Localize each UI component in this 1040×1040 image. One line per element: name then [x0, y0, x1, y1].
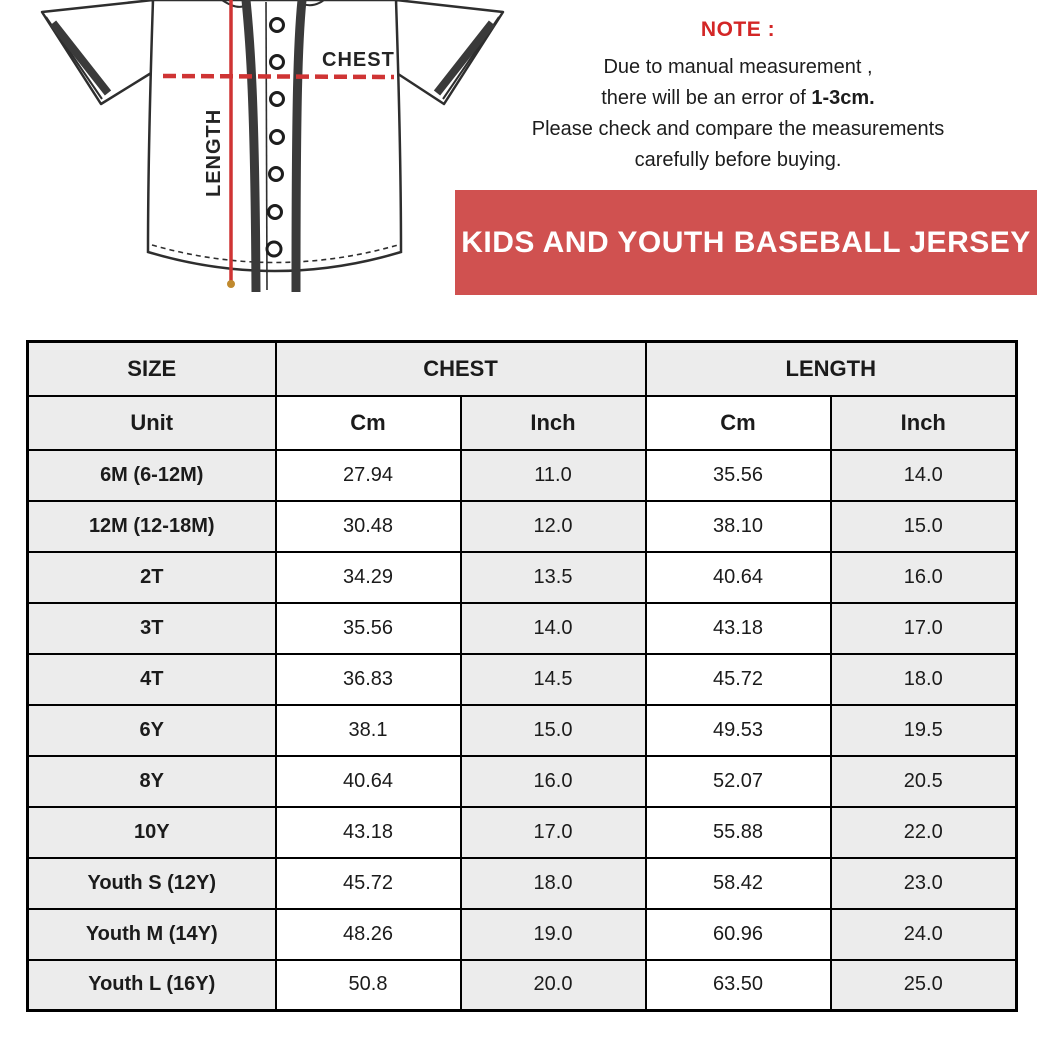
length-cm-cell: 43.18 [646, 603, 831, 654]
title-banner [455, 190, 1037, 295]
chest-cm-cell: 35.56 [276, 603, 461, 654]
length-inch-cell: 20.5 [831, 756, 1017, 807]
length-cm-cell: 40.64 [646, 552, 831, 603]
chest-cm-cell: 43.18 [276, 807, 461, 858]
chest-inch-cell: 14.5 [461, 654, 646, 705]
note-line-4: carefully before buying. [634, 149, 842, 171]
size-cell: Youth L (16Y) [28, 960, 276, 1011]
chest-cm-header: Cm [276, 396, 461, 450]
table-row [28, 552, 1017, 603]
chest-inch-header: Inch [461, 396, 646, 450]
length-cm-cell: 49.53 [646, 705, 831, 756]
length-inch-cell: 24.0 [831, 909, 1017, 960]
left-sleeve [42, 0, 156, 104]
size-cell: 6Y [28, 705, 276, 756]
chest-inch-cell: 20.0 [461, 960, 646, 1011]
length-cm-cell: 45.72 [646, 654, 831, 705]
chest-cm-cell: 36.83 [276, 654, 461, 705]
length-inch-cell: 15.0 [831, 501, 1017, 552]
chest-label: CHEST [322, 49, 395, 71]
length-cm-cell: 38.10 [646, 501, 831, 552]
note-line-2-text: there will be an error of [601, 87, 812, 109]
chest-inch-cell: 13.5 [461, 552, 646, 603]
size-cell: 4T [28, 654, 276, 705]
length-label: LENGTH [203, 108, 225, 197]
chest-cm-cell: 45.72 [276, 858, 461, 909]
note-title: NOTE : [700, 18, 776, 41]
size-cell: 8Y [28, 756, 276, 807]
button-icon [269, 206, 282, 219]
length-cm-cell: 35.56 [646, 450, 831, 501]
chest-cm-cell: 50.8 [276, 960, 461, 1011]
table-row [28, 450, 1017, 501]
note-error-range: 1-3cm. [811, 87, 875, 109]
chest-cm-cell: 30.48 [276, 501, 461, 552]
length-inch-cell: 19.5 [831, 705, 1017, 756]
chest-inch-cell: 11.0 [461, 450, 646, 501]
length-inch-cell: 23.0 [831, 858, 1017, 909]
group-header-row [28, 342, 1017, 396]
chest-cm-cell: 40.64 [276, 756, 461, 807]
chest-inch-cell: 18.0 [461, 858, 646, 909]
length-inch-cell: 18.0 [831, 654, 1017, 705]
size-cell: Youth M (14Y) [28, 909, 276, 960]
table-row [28, 858, 1017, 909]
button-icon [271, 93, 284, 106]
length-cm-cell: 55.88 [646, 807, 831, 858]
note-line-3: Please check and compare the measurements [531, 118, 945, 140]
length-inch-cell: 22.0 [831, 807, 1017, 858]
chest-inch-cell: 16.0 [461, 756, 646, 807]
length-cm-header: Cm [646, 396, 831, 450]
length-inch-cell: 17.0 [831, 603, 1017, 654]
size-cell: 2T [28, 552, 276, 603]
length-cm-cell: 52.07 [646, 756, 831, 807]
table-row [28, 909, 1017, 960]
chest-group-header: CHEST [276, 342, 646, 396]
chest-inch-cell: 15.0 [461, 705, 646, 756]
size-cell: 12M (12-18M) [28, 501, 276, 552]
table-row [28, 807, 1017, 858]
table-row [28, 603, 1017, 654]
size-cell: 10Y [28, 807, 276, 858]
length-cm-cell: 58.42 [646, 858, 831, 909]
length-inch-header: Inch [831, 396, 1017, 450]
size-group-header: SIZE [28, 342, 276, 396]
length-inch-cell: 14.0 [831, 450, 1017, 501]
length-inch-cell: 16.0 [831, 552, 1017, 603]
note-line-1: Due to manual measurement , [603, 56, 873, 78]
table-row [28, 501, 1017, 552]
note-block [440, 18, 1036, 176]
unit-header-row [28, 396, 1017, 450]
title-banner-text: KIDS AND YOUTH BASEBALL JERSEY [461, 225, 1031, 259]
chest-cm-cell: 27.94 [276, 450, 461, 501]
length-cm-cell: 63.50 [646, 960, 831, 1011]
button-icon [270, 168, 283, 181]
chest-inch-cell: 17.0 [461, 807, 646, 858]
button-icon [271, 19, 284, 32]
size-cell: Youth S (12Y) [28, 858, 276, 909]
length-line-end-marker [227, 280, 235, 288]
chest-inch-cell: 19.0 [461, 909, 646, 960]
chest-inch-cell: 12.0 [461, 501, 646, 552]
length-cm-cell: 60.96 [646, 909, 831, 960]
size-cell: 3T [28, 603, 276, 654]
size-table [26, 340, 1018, 1012]
chest-cm-cell: 34.29 [276, 552, 461, 603]
button-icon [271, 131, 284, 144]
table-row [28, 705, 1017, 756]
note-line-2 [440, 83, 1036, 114]
chest-cm-cell: 48.26 [276, 909, 461, 960]
length-group-header: LENGTH [646, 342, 1017, 396]
table-row [28, 654, 1017, 705]
size-cell: 6M (6-12M) [28, 450, 276, 501]
chest-cm-cell: 38.1 [276, 705, 461, 756]
chest-inch-cell: 14.0 [461, 603, 646, 654]
table-row [28, 960, 1017, 1011]
length-inch-cell: 25.0 [831, 960, 1017, 1011]
button-icon [267, 242, 281, 256]
table-row [28, 756, 1017, 807]
button-icon [271, 56, 284, 69]
unit-header: Unit [28, 396, 276, 450]
